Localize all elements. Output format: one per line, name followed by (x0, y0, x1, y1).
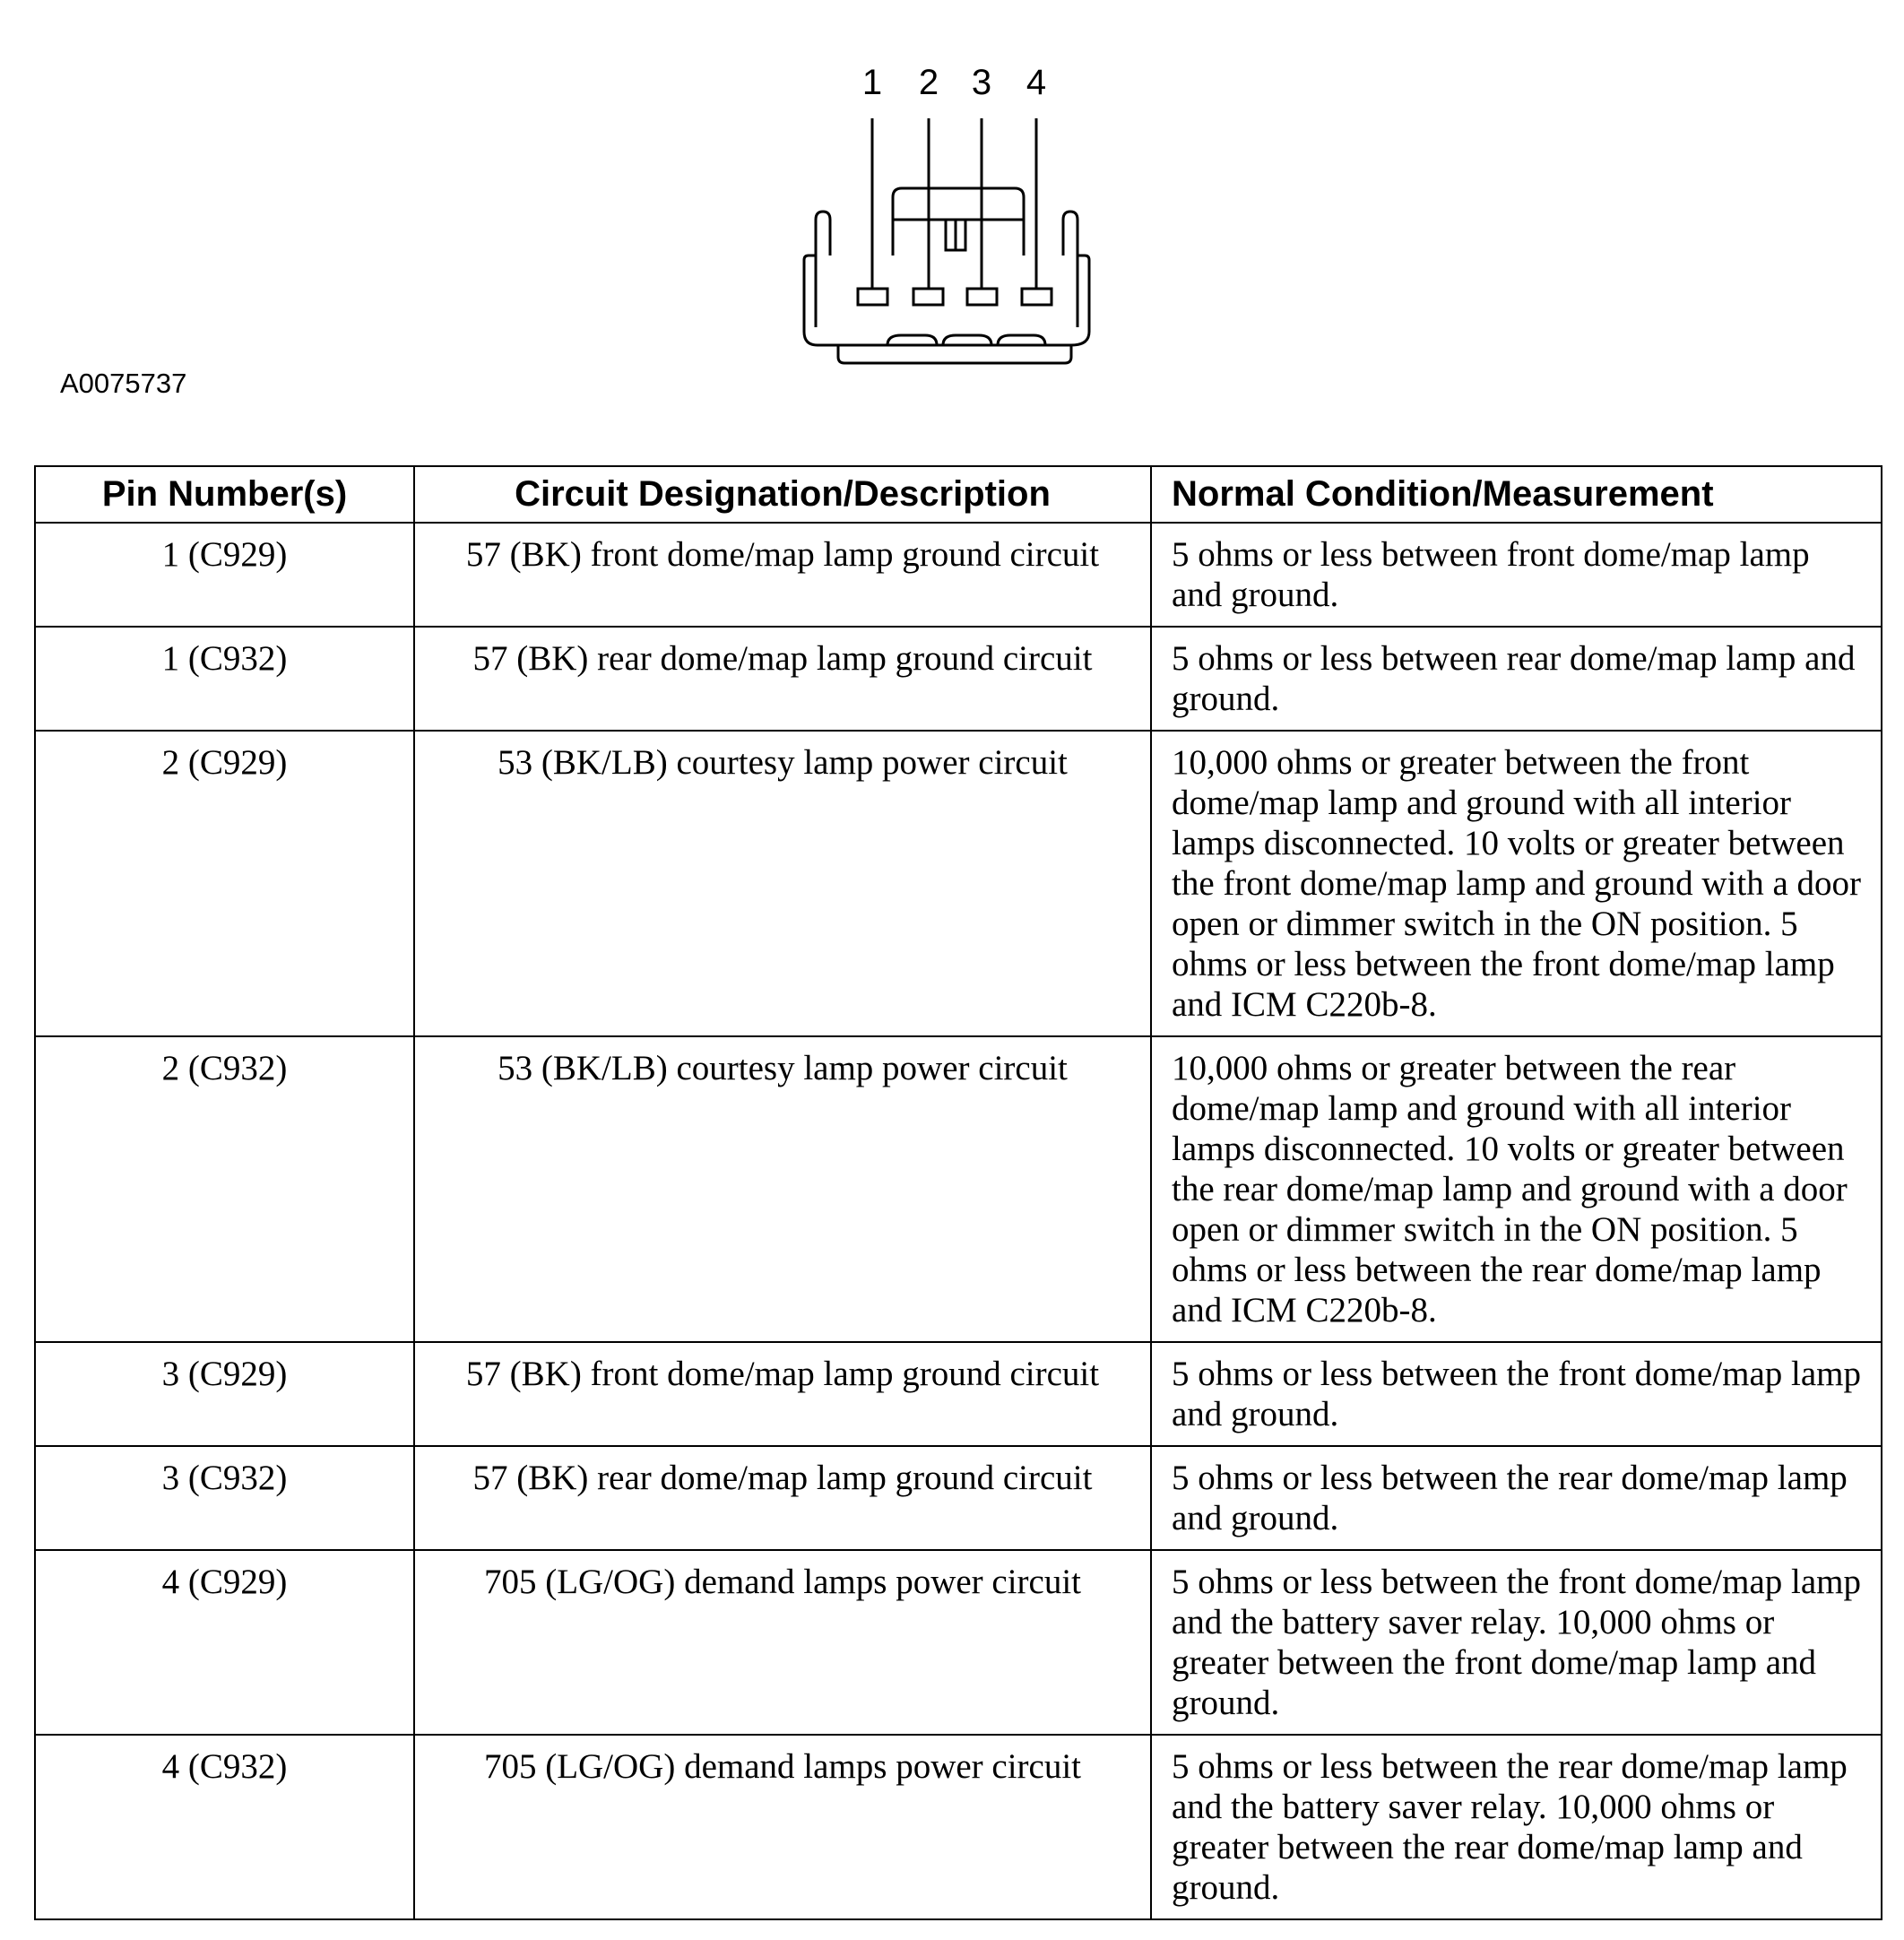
condition-cell: 5 ohms or less between the rear dome/map lamp and the battery saver relay. 10,000 ohms or greater between the rear dome/map lamp and ground. (1151, 1735, 1882, 1919)
table-row (35, 1036, 1882, 1342)
circuit-cell: 57 (BK) rear dome/map lamp ground circuit (414, 1446, 1151, 1550)
pin-label-1: 1 (861, 63, 883, 102)
pin-cavity-3 (967, 289, 997, 305)
pin-cell: 3 (C929) (35, 1342, 414, 1446)
circuit-cell: 705 (LG/OG) demand lamps power circuit (414, 1550, 1151, 1735)
pin-cell: 1 (C932) (35, 627, 414, 731)
pin-cell: 2 (C929) (35, 731, 414, 1036)
circuit-cell: 53 (BK/LB) courtesy lamp power circuit (414, 1036, 1151, 1342)
pin-cell: 4 (C929) (35, 1550, 414, 1735)
table-header-row (35, 466, 1882, 523)
connector-housing (804, 255, 1089, 363)
condition-cell: 5 ohms or less between the front dome/map lamp and the battery saver relay. 10,000 ohms or greater between the front dome/map lamp and ground. (1151, 1550, 1882, 1735)
pin-cell: 3 (C932) (35, 1446, 414, 1550)
connector-diagram (771, 54, 1147, 377)
table-row (35, 731, 1882, 1036)
table-row (35, 1735, 1882, 1919)
pin-cavity-2 (913, 289, 943, 305)
condition-cell: 5 ohms or less between the rear dome/map lamp and ground. (1151, 1446, 1882, 1550)
circuit-cell: 57 (BK) rear dome/map lamp ground circuit (414, 627, 1151, 731)
condition-cell: 5 ohms or less between front dome/map lamp and ground. (1151, 523, 1882, 627)
header-circuit: Circuit Designation/Description (414, 466, 1151, 523)
pin-label-4: 4 (1026, 63, 1047, 102)
circuit-cell: 57 (BK) front dome/map lamp ground circuit (414, 523, 1151, 627)
pin-cell: 1 (C929) (35, 523, 414, 627)
figure-id: A0075737 (60, 368, 187, 399)
pin-label-2: 2 (918, 63, 939, 102)
pin-table (34, 465, 1882, 1920)
condition-cell: 5 ohms or less between rear dome/map lamp and ground. (1151, 627, 1882, 731)
pin-cavity-4 (1022, 289, 1052, 305)
table-row (35, 523, 1882, 627)
condition-cell: 5 ohms or less between the front dome/map lamp and ground. (1151, 1342, 1882, 1446)
right-latch (1063, 212, 1077, 327)
circuit-cell: 53 (BK/LB) courtesy lamp power circuit (414, 731, 1151, 1036)
condition-cell: 10,000 ohms or greater between the front dome/map lamp and ground with all interior lamps disconnected. 10 volts or greater between the front dome/map lamp and ground with a door open or dimmer switch in the ON position. 5 ohms or less between the front dome/map lamp and ICM C220b-8. (1151, 731, 1882, 1036)
table-row (35, 1446, 1882, 1550)
circuit-cell: 705 (LG/OG) demand lamps power circuit (414, 1735, 1151, 1919)
pin-label-3: 3 (971, 63, 992, 102)
table-row (35, 1550, 1882, 1735)
connector-hood (893, 188, 1024, 255)
header-pin-numbers: Pin Number(s) (35, 466, 414, 523)
circuit-cell: 57 (BK) front dome/map lamp ground circuit (414, 1342, 1151, 1446)
header-condition: Normal Condition/Measurement (1151, 466, 1882, 523)
pin-cavity-1 (858, 289, 887, 305)
condition-cell: 10,000 ohms or greater between the rear dome/map lamp and ground with all interior lamps disconnected. 10 volts or greater between the rear dome/map lamp and ground with a door open or dimmer switch in the ON position. 5 ohms or less between the rear dome/map lamp and ICM C220b-8. (1151, 1036, 1882, 1342)
table-row (35, 627, 1882, 731)
pin-cell: 4 (C932) (35, 1735, 414, 1919)
left-latch (816, 212, 830, 327)
pin-cell: 2 (C932) (35, 1036, 414, 1342)
table-row (35, 1342, 1882, 1446)
connector-drawing (771, 54, 1147, 377)
